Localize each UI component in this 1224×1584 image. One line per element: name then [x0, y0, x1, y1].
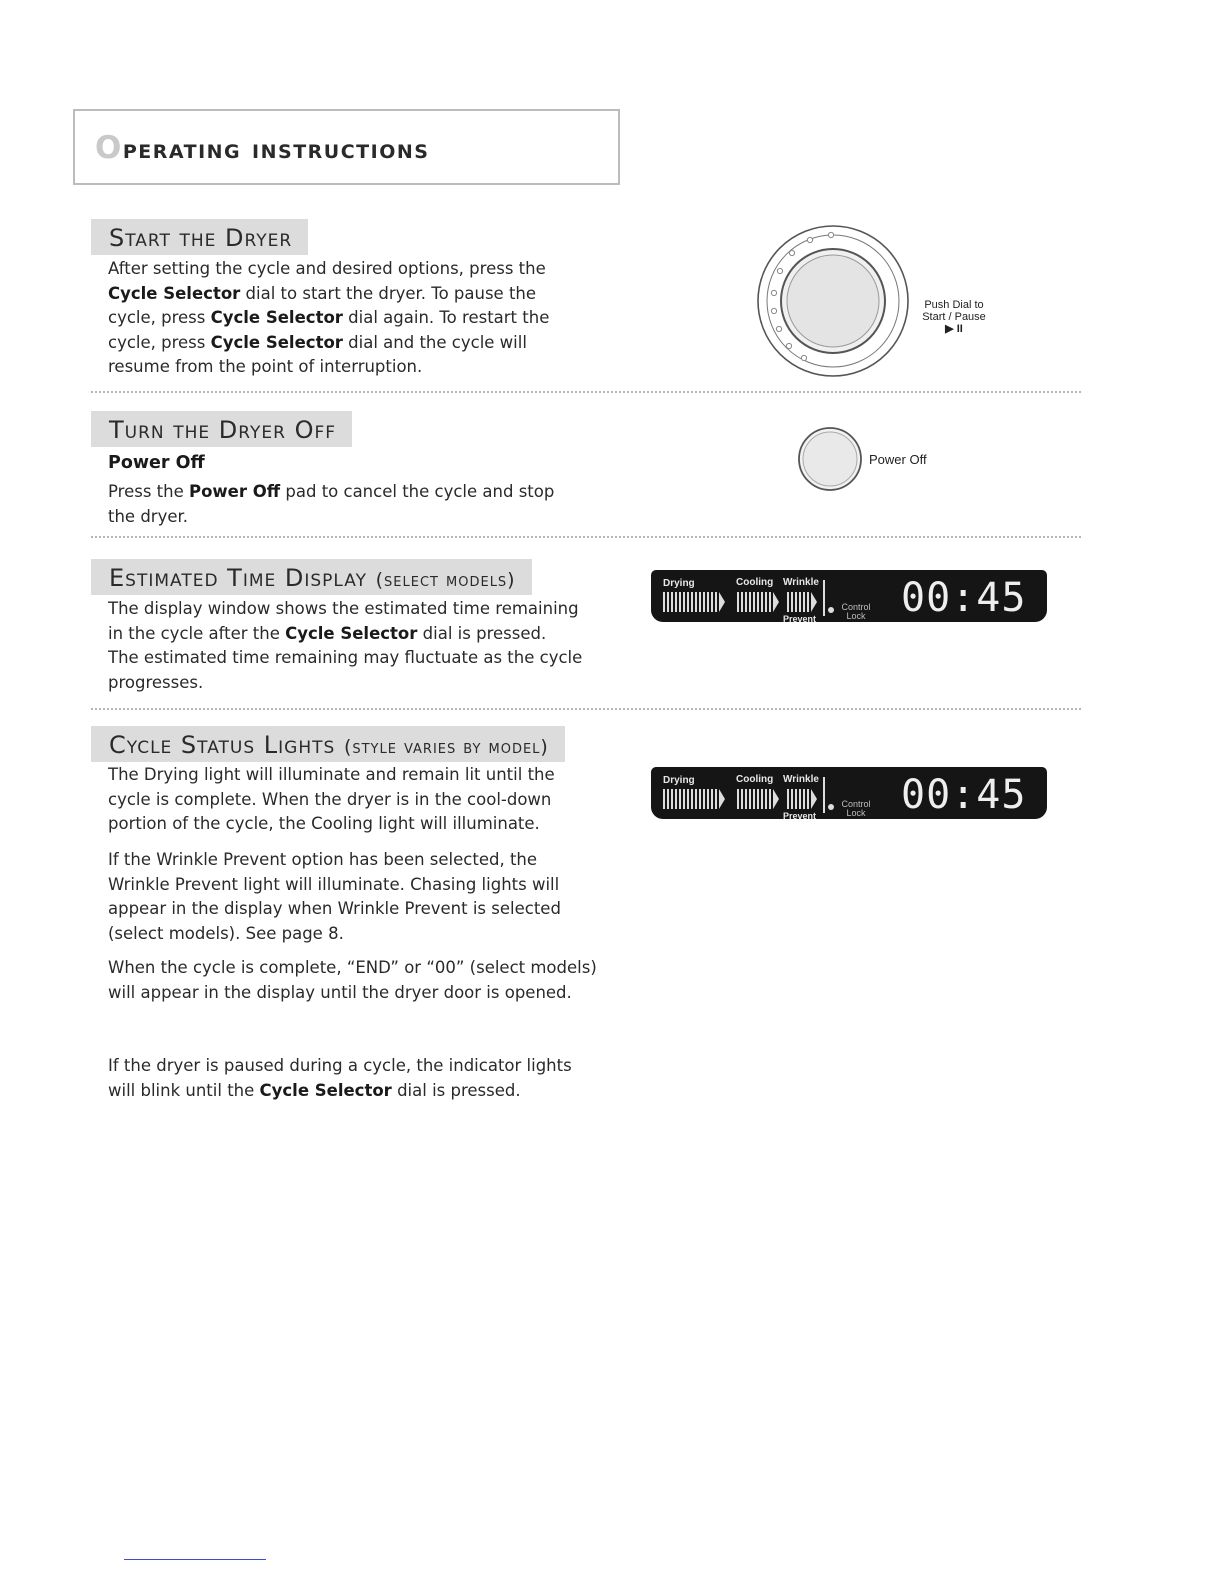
- status-bar-segment: [737, 789, 739, 809]
- time-readout: 00:45: [901, 575, 1027, 621]
- panel-separator: [823, 580, 825, 616]
- time-display-text: The display window shows the estimated time remaining in the cycle after the Cycle Selector dial is pressed. The estimated time remaining may fluctuate as the cycle progresses.: [108, 599, 583, 692]
- status-bar-segment: [715, 592, 717, 612]
- panel-separator: [823, 777, 825, 813]
- status-bar-segment: [807, 789, 809, 809]
- power-off-label: Power Off: [869, 452, 927, 467]
- time-display-heading: Estimated Time Display (select models): [91, 559, 532, 595]
- page-title-box: [73, 109, 620, 185]
- prevent-label: Prevent: [783, 614, 817, 624]
- status-bar-segment: [683, 789, 685, 809]
- status-bar-segment: [663, 592, 665, 612]
- turn-off-heading: Turn the Dryer Off: [91, 411, 352, 447]
- status-bar-segment: [757, 789, 759, 809]
- power-off-term: Power Off: [189, 482, 281, 501]
- status-arrow-icon: [719, 789, 725, 809]
- cycle-selector-dial-illustration: [752, 223, 922, 383]
- status-bar-segment: [695, 592, 697, 612]
- page-title-initial: O: [95, 130, 123, 166]
- status-bar-segment: [761, 592, 763, 612]
- control-lock-indicator: [828, 607, 834, 613]
- page-title-rest: perating instructions: [122, 134, 430, 165]
- status-bar-segment: [745, 789, 747, 809]
- status-lights-para-2: If the Wrinkle Prevent option has been selected, the Wrinkle Prevent light will illuminate. Chasing lights will appear in the display when Wrinkle Prevent is selected (select models). See page 8.: [108, 850, 561, 943]
- status-bar-segment: [715, 789, 717, 809]
- status-bar-segment: [667, 789, 669, 809]
- status-bar-segment: [687, 592, 689, 612]
- status-arrow-icon: [811, 592, 817, 612]
- status-lights-para-1: The Drying light will illuminate and remain lit until the cycle is complete. When the dryer is in the cool-down portion of the cycle, the Cooling light will illuminate.: [108, 765, 555, 833]
- status-bar-segment: [753, 789, 755, 809]
- prevent-label: Prevent: [783, 811, 817, 821]
- control-lock-label: Control Lock: [841, 602, 871, 621]
- start-dryer-text: After setting the cycle and desired options, press the Cycle Selector dial to start the dryer. To pause the cycle, press Cycle Selector dial again. To restart the cycle, press Cycle Selector dial and the cycle will resume from the point of interruption.: [108, 259, 550, 376]
- status-arrow-icon: [773, 592, 779, 612]
- status-bar-segment: [703, 789, 705, 809]
- page-title: [95, 130, 430, 166]
- status-bar-segment: [799, 592, 801, 612]
- footer-line: [124, 1559, 266, 1560]
- play-pause-icon: ▶ II: [945, 323, 963, 335]
- status-bar-segment: [741, 592, 743, 612]
- status-arrow-icon: [719, 592, 725, 612]
- status-lights-heading: Cycle Status Lights (style varies by model): [91, 726, 565, 762]
- status-bar-segment: [671, 789, 673, 809]
- cycle-selector-term: Cycle Selector: [210, 332, 343, 352]
- cycle-selector-term: Cycle Selector: [285, 623, 418, 643]
- status-bar-segment: [695, 789, 697, 809]
- status-bar-segment: [791, 789, 793, 809]
- status-bar-segment: [761, 789, 763, 809]
- status-bar-segment: [787, 592, 789, 612]
- time-readout: 00:45: [901, 772, 1027, 818]
- wrinkle-label: Wrinkle: [783, 577, 819, 588]
- control-lock-label: Control Lock: [841, 799, 871, 818]
- status-bar-segment: [745, 592, 747, 612]
- status-arrow-icon: [773, 789, 779, 809]
- status-bar-segment: [749, 789, 751, 809]
- status-bar-segment: [687, 789, 689, 809]
- cycle-selector-term: Cycle Selector: [210, 308, 343, 327]
- status-bar-segment: [769, 789, 771, 809]
- drying-label: Drying: [663, 578, 695, 589]
- status-bar-segment: [671, 592, 673, 612]
- time-display-panel: [651, 570, 1047, 622]
- dial-push-label: Push Dial to Start / Pause ▶ II: [918, 299, 990, 335]
- drying-label: Drying: [663, 775, 695, 786]
- status-bar-segment: [803, 592, 805, 612]
- status-bar-segment: [675, 592, 677, 612]
- cycle-selector-term: Cycle Selector: [259, 1080, 392, 1100]
- status-bar-segment: [753, 592, 755, 612]
- control-lock-indicator: [828, 804, 834, 810]
- power-off-button-illustration: [795, 424, 865, 494]
- status-lights-para-4: If the dryer is paused during a cycle, the indicator lights will blink until the Cycle Selector dial is pressed.: [108, 1056, 572, 1100]
- status-bar-segment: [707, 789, 709, 809]
- status-bar-segment: [703, 592, 705, 612]
- status-bar-segment: [769, 592, 771, 612]
- status-bar-segment: [663, 789, 665, 809]
- start-dryer-heading: Start the Dryer: [91, 219, 308, 255]
- cycle-selector-term: Cycle Selector: [108, 283, 241, 303]
- status-bar-segment: [795, 789, 797, 809]
- status-bar-segment: [679, 789, 681, 809]
- status-bar-segment: [787, 789, 789, 809]
- status-lights-panel: [651, 767, 1047, 819]
- status-bar-segment: [683, 592, 685, 612]
- status-bar-segment: [699, 592, 701, 612]
- status-bar-segment: [675, 789, 677, 809]
- section-divider: [91, 391, 1081, 393]
- status-bar-segment: [707, 592, 709, 612]
- status-lights-para-3: When the cycle is complete, “END” or “00” (select models) will appear in the display until the dryer door is opened.: [108, 958, 597, 1002]
- power-off-subheading: Power Off: [108, 453, 205, 473]
- turn-off-text: Press the Power Off pad to cancel the cycle and stop the dryer.: [108, 482, 555, 526]
- wrinkle-label: Wrinkle: [783, 774, 819, 785]
- status-bar-segment: [749, 592, 751, 612]
- status-bar-segment: [691, 789, 693, 809]
- status-bar-segment: [791, 592, 793, 612]
- status-bar-segment: [711, 789, 713, 809]
- status-bar-segment: [807, 592, 809, 612]
- status-bar-segment: [737, 592, 739, 612]
- status-bar-segment: [757, 592, 759, 612]
- status-bar-segment: [711, 592, 713, 612]
- section-divider: [91, 708, 1081, 710]
- status-bar-segment: [765, 789, 767, 809]
- status-bar-segment: [667, 592, 669, 612]
- status-bar-segment: [799, 789, 801, 809]
- status-bar-segment: [679, 592, 681, 612]
- status-bar-segment: [803, 789, 805, 809]
- cooling-label: Cooling: [736, 774, 774, 785]
- status-bar-segment: [765, 592, 767, 612]
- status-arrow-icon: [811, 789, 817, 809]
- status-bar-segment: [699, 789, 701, 809]
- cooling-label: Cooling: [736, 577, 774, 588]
- status-bar-segment: [691, 592, 693, 612]
- status-bar-segment: [741, 789, 743, 809]
- section-divider: [91, 536, 1081, 538]
- status-bar-segment: [795, 592, 797, 612]
